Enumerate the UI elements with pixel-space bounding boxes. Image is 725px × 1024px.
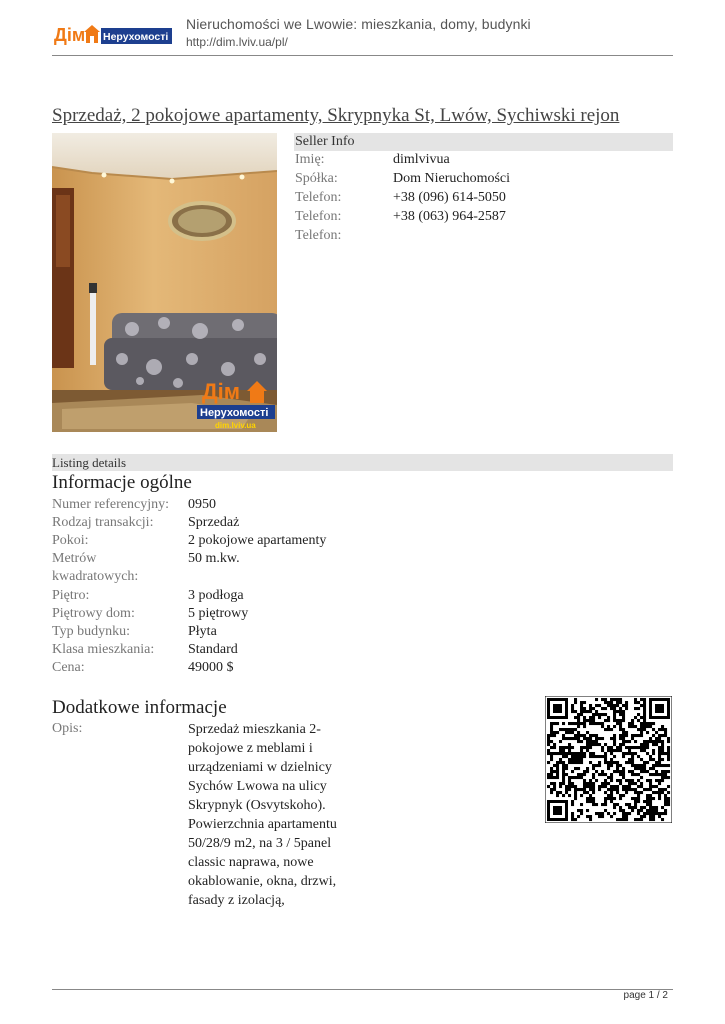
site-logo[interactable] xyxy=(54,22,172,46)
svg-text:Нерухомості: Нерухомості xyxy=(103,31,169,43)
description-text: Sprzedaż mieszkania 2-pokojowe z meblami i urządzeniami w dzielnicy Sychów Lwowa na ulicy Skrypnyk (Osvytskoho). Powierzchnia apartamentu 50/28/9 m2, na 3 / 5panel classic naprawa, nowe okablowanie, okna, drzwi, fasady z izolacją, xyxy=(188,722,337,908)
detail-value: 0950 xyxy=(188,497,216,512)
detail-value: Sprzedaż xyxy=(188,515,240,530)
page-number: page 1 / 2 xyxy=(623,990,668,1001)
detail-value: Standard xyxy=(188,642,238,657)
detail-label: Typ budynku: xyxy=(52,624,130,639)
detail-value: 2 pokojowe apartamenty xyxy=(188,533,327,548)
site-url[interactable]: http://dim.lviv.ua/pl/ xyxy=(186,35,288,49)
qr-code-image[interactable] xyxy=(545,696,672,823)
listing-details-heading: Listing details xyxy=(52,454,673,471)
photo-watermark-logo: Дім xyxy=(202,379,241,404)
seller-info-heading: Seller Info xyxy=(294,133,673,151)
general-info-title: Informacje ogólne xyxy=(52,472,192,493)
detail-label: Piętro: xyxy=(52,588,90,603)
detail-value: 50 m.kw. xyxy=(188,551,240,566)
detail-value: Płyta xyxy=(188,624,217,639)
seller-phone-label: Telefon: xyxy=(295,228,342,243)
svg-text:Дім: Дім xyxy=(54,25,86,45)
detail-label: Klasa mieszkania: xyxy=(52,642,155,657)
detail-label: Rodzaj transakcji: xyxy=(52,515,154,530)
seller-company-label: Spółka: xyxy=(295,171,338,186)
seller-phone-label: Telefon: xyxy=(295,190,342,205)
seller-name-label: Imię: xyxy=(295,152,325,167)
detail-label: Cena: xyxy=(52,660,85,675)
detail-label: Numer referencyjny: xyxy=(52,497,169,512)
seller-name-value: dimlvivua xyxy=(393,152,450,167)
seller-phone-value[interactable]: +38 (063) 964-2587 xyxy=(393,209,506,224)
site-title: Nieruchomości we Lwowie: mieszkania, domy, budynki xyxy=(186,16,531,32)
seller-phone-label: Telefon: xyxy=(295,209,342,224)
detail-label: Pokoi: xyxy=(52,533,89,548)
description-label: Opis: xyxy=(52,721,83,736)
header-divider xyxy=(52,55,673,56)
detail-label: Piętrowy dom: xyxy=(52,606,135,621)
photo-watermark-name: Нерухомості xyxy=(200,407,269,419)
detail-label: Metrów kwadratowych: xyxy=(52,551,139,584)
footer-divider xyxy=(52,989,673,990)
detail-value: 3 podłoga xyxy=(188,588,244,603)
detail-value: 5 piętrowy xyxy=(188,606,249,621)
seller-phone-value[interactable]: +38 (096) 614-5050 xyxy=(393,190,506,205)
price-value: 49000 $ xyxy=(188,660,234,675)
extra-info-title: Dodatkowe informacje xyxy=(52,697,227,718)
seller-company-value: Dom Nieruchomości xyxy=(393,171,511,186)
photo-watermark-url: dim.lviv.ua xyxy=(215,421,256,430)
listing-title[interactable]: Sprzedaż, 2 pokojowe apartamenty, Skrypnyka St, Lwów, Sychiwski rejon xyxy=(52,105,620,126)
listing-photo xyxy=(52,133,277,432)
